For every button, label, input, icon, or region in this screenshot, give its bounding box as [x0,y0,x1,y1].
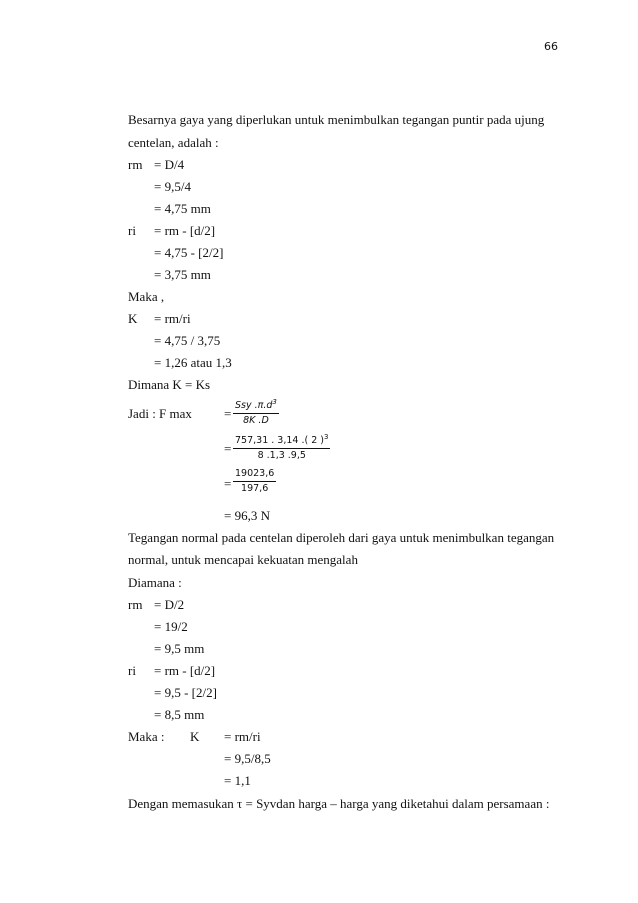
fraction-numerator: 19023,6 [233,468,276,482]
equation-line: = rm - [d/2] [154,223,216,238]
equation-line: = 19/2 [154,619,188,634]
equals-sign: = [224,476,232,491]
equation-line: = 9,5 - [2/2] [154,685,217,700]
equals-sign: = [224,406,232,421]
equation-line: = 9,5 mm [154,641,205,656]
equals-sign: = [224,441,232,456]
fraction-numerator: 757,31 . 3,14 .( 2 )$^3$ [233,431,330,449]
equation-line: = 1,26 atau 1,3 [154,355,232,370]
equation-line: = rm - [d/2] [154,663,216,678]
equation-line: = 4,75 - [2/2] [154,245,224,260]
variable-label: rm [128,597,143,612]
equation-line: = rm/ri [224,729,261,744]
equation-line: = 1,1 [224,773,251,788]
equation-result: = 96,3 N [224,508,270,523]
paragraph-line: Maka : [128,729,165,744]
paragraph-line: Dimana K = Ks [128,377,211,392]
variable-label: ri [128,223,136,238]
fraction-denominator: 8K .D [243,415,269,427]
paragraph-line: centelan, adalah : [128,135,219,150]
variable-label: ri [128,663,136,678]
equation-line: = D/2 [154,597,185,612]
page-number: 66 [544,40,558,53]
paragraph-line: Diamana : [128,575,182,590]
paragraph-line: Tegangan normal pada centelan diperoleh dari gaya untuk menimbulkan tegangan [128,530,555,545]
paragraph-line: Dengan memasukan τ = Syvdan harga – harga yang diketahui dalam persamaan : [128,796,550,811]
equation-line: = 4,75 / 3,75 [154,333,221,348]
equation-line: = 3,75 mm [154,267,211,282]
equation-line: = D/4 [154,157,185,172]
formula-label: Jadi : F max [128,406,192,421]
equation-line: = rm/ri [154,311,191,326]
paragraph-line: Besarnya gaya yang diperlukan untuk menimbulkan tegangan puntir pada ujung [128,112,545,127]
paragraph-line: Maka , [128,289,165,304]
fraction-denominator: 8 .1,3 .9,5 [257,450,306,462]
fraction-substitution [233,431,330,462]
equation-line: = 4,75 mm [154,201,211,216]
variable-label: K [128,311,138,326]
fraction-numerator: Ssy $.\pi.d^3$ [233,396,279,414]
variable-label: rm [128,157,143,172]
paragraph-line: normal, untuk mencapai kekuatan mengalah [128,552,358,567]
equation-line: = 8,5 mm [154,707,205,722]
fraction-result [233,468,276,495]
fraction-denominator: 197,6 [241,483,269,494]
equation-line: = 9,5/8,5 [224,751,271,766]
equation-line: = 9,5/4 [154,179,191,194]
fraction-formula [233,396,279,427]
variable-label: K [190,729,200,744]
